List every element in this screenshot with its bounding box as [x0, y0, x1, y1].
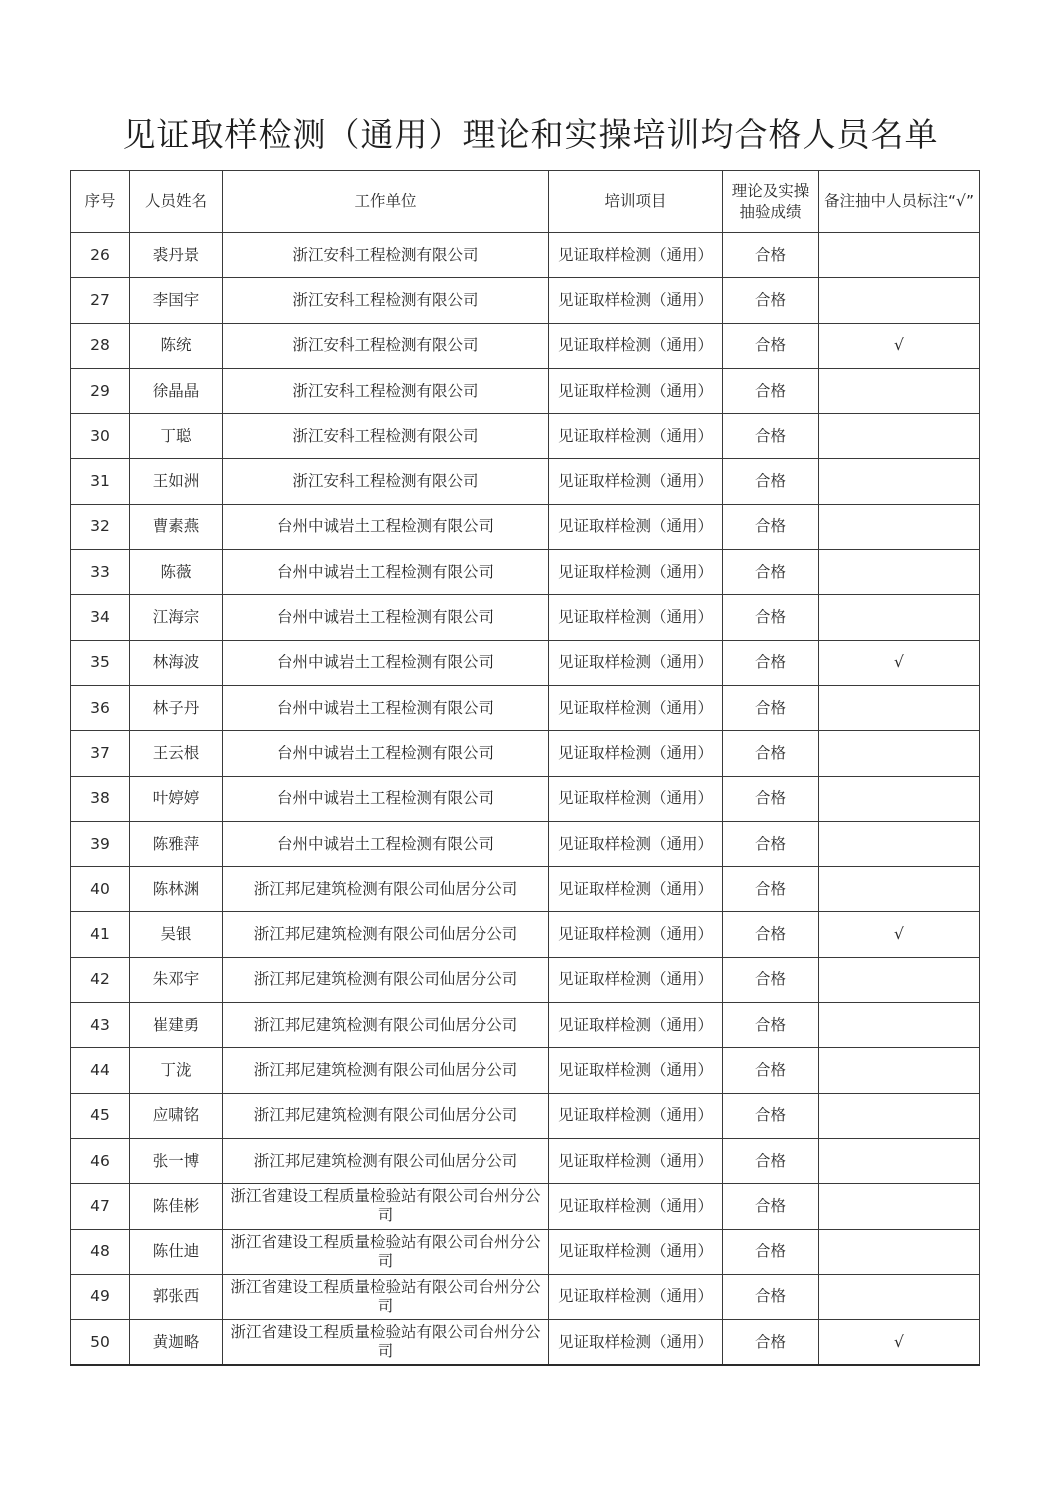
cell-name: 王如洲	[130, 459, 223, 504]
cell-remark-check	[819, 1138, 980, 1183]
cell-unit: 浙江邦尼建筑检测有限公司仙居分公司	[223, 1138, 549, 1183]
cell-remark-check	[819, 459, 980, 504]
cell-seq: 44	[71, 1048, 130, 1093]
cell-score: 合格	[723, 821, 819, 866]
cell-seq: 39	[71, 821, 130, 866]
cell-score: 合格	[723, 595, 819, 640]
cell-unit: 浙江邦尼建筑检测有限公司仙居分公司	[223, 1003, 549, 1048]
table-row	[71, 1048, 980, 1093]
cell-name: 应啸铭	[130, 1093, 223, 1138]
cell-project: 见证取样检测（通用）	[549, 1229, 723, 1274]
cell-unit: 台州中诚岩土工程检测有限公司	[223, 731, 549, 776]
cell-name: 陈林渊	[130, 867, 223, 912]
cell-remark-check	[819, 685, 980, 730]
table-row	[71, 504, 980, 549]
table-header-row	[71, 171, 980, 233]
cell-score: 合格	[723, 867, 819, 912]
cell-seq: 47	[71, 1184, 130, 1229]
cell-name: 陈佳彬	[130, 1184, 223, 1229]
cell-name: 徐晶晶	[130, 368, 223, 413]
table-row	[71, 821, 980, 866]
cell-unit: 台州中诚岩土工程检测有限公司	[223, 595, 549, 640]
table-row	[71, 550, 980, 595]
cell-score: 合格	[723, 1003, 819, 1048]
cell-unit: 浙江省建设工程质量检验站有限公司台州分公司	[223, 1274, 549, 1319]
cell-remark-check	[819, 731, 980, 776]
cell-seq: 35	[71, 640, 130, 685]
page-title: 见证取样检测（通用）理论和实操培训均合格人员名单	[122, 115, 939, 154]
cell-project: 见证取样检测（通用）	[549, 821, 723, 866]
header-unit: 工作单位	[223, 171, 549, 233]
cell-seq: 45	[71, 1093, 130, 1138]
cell-score: 合格	[723, 323, 819, 368]
cell-unit: 浙江邦尼建筑检测有限公司仙居分公司	[223, 957, 549, 1002]
cell-unit: 浙江邦尼建筑检测有限公司仙居分公司	[223, 1048, 549, 1093]
cell-seq: 30	[71, 414, 130, 459]
cell-unit: 浙江安科工程检测有限公司	[223, 323, 549, 368]
cell-seq: 31	[71, 459, 130, 504]
table-row	[71, 731, 980, 776]
cell-project: 见证取样检测（通用）	[549, 595, 723, 640]
table-row	[71, 1229, 980, 1274]
cell-name: 朱邓宇	[130, 957, 223, 1002]
cell-unit: 浙江省建设工程质量检验站有限公司台州分公司	[223, 1320, 549, 1365]
cell-name: 林海波	[130, 640, 223, 685]
header-project: 培训项目	[549, 171, 723, 233]
cell-seq: 34	[71, 595, 130, 640]
cell-score: 合格	[723, 1320, 819, 1365]
cell-seq: 49	[71, 1274, 130, 1319]
cell-score: 合格	[723, 640, 819, 685]
header-seq: 序号	[71, 171, 130, 233]
table-row	[71, 867, 980, 912]
cell-unit: 台州中诚岩土工程检测有限公司	[223, 776, 549, 821]
cell-project: 见证取样检测（通用）	[549, 504, 723, 549]
cell-remark-check	[819, 1184, 980, 1229]
cell-score: 合格	[723, 1093, 819, 1138]
table-row	[71, 323, 980, 368]
cell-seq: 36	[71, 685, 130, 730]
cell-remark-check	[819, 957, 980, 1002]
cell-project: 见证取样检测（通用）	[549, 776, 723, 821]
cell-name: 王云根	[130, 731, 223, 776]
cell-score: 合格	[723, 504, 819, 549]
cell-remark-check	[819, 867, 980, 912]
cell-name: 曹素燕	[130, 504, 223, 549]
cell-score: 合格	[723, 1274, 819, 1319]
cell-project: 见证取样检测（通用）	[549, 1184, 723, 1229]
cell-remark-check	[819, 595, 980, 640]
cell-unit: 浙江邦尼建筑检测有限公司仙居分公司	[223, 912, 549, 957]
header-remark: 备注抽中人员标注“√”	[819, 171, 980, 233]
table-row	[71, 368, 980, 413]
cell-name: 丁泷	[130, 1048, 223, 1093]
cell-name: 吴银	[130, 912, 223, 957]
cell-project: 见证取样检测（通用）	[549, 368, 723, 413]
cell-unit: 浙江省建设工程质量检验站有限公司台州分公司	[223, 1229, 549, 1274]
cell-unit: 台州中诚岩土工程检测有限公司	[223, 640, 549, 685]
table-row	[71, 595, 980, 640]
cell-score: 合格	[723, 1138, 819, 1183]
header-score: 理论及实操抽验成绩	[723, 171, 819, 233]
cell-project: 见证取样检测（通用）	[549, 1093, 723, 1138]
cell-unit: 浙江邦尼建筑检测有限公司仙居分公司	[223, 867, 549, 912]
cell-unit: 浙江省建设工程质量检验站有限公司台州分公司	[223, 1184, 549, 1229]
cell-score: 合格	[723, 368, 819, 413]
table-row	[71, 685, 980, 730]
cell-project: 见证取样检测（通用）	[549, 867, 723, 912]
table-row	[71, 1138, 980, 1183]
table-row	[71, 1093, 980, 1138]
cell-project: 见证取样检测（通用）	[549, 278, 723, 323]
cell-score: 合格	[723, 233, 819, 278]
cell-project: 见证取样检测（通用）	[549, 731, 723, 776]
cell-remark-check	[819, 504, 980, 549]
cell-remark-check	[819, 776, 980, 821]
cell-seq: 26	[71, 233, 130, 278]
cell-name: 陈雅萍	[130, 821, 223, 866]
cell-score: 合格	[723, 685, 819, 730]
header-name: 人员姓名	[130, 171, 223, 233]
cell-score: 合格	[723, 776, 819, 821]
cell-unit: 浙江安科工程检测有限公司	[223, 233, 549, 278]
table-row	[71, 459, 980, 504]
cell-seq: 37	[71, 731, 130, 776]
cell-name: 林子丹	[130, 685, 223, 730]
cell-name: 黄迦略	[130, 1320, 223, 1365]
cell-project: 见证取样检测（通用）	[549, 1274, 723, 1319]
cell-remark-check	[819, 1048, 980, 1093]
cell-score: 合格	[723, 414, 819, 459]
cell-remark-check: √	[819, 1320, 980, 1365]
cell-seq: 40	[71, 867, 130, 912]
cell-name: 陈统	[130, 323, 223, 368]
cell-score: 合格	[723, 1184, 819, 1229]
cell-remark-check	[819, 821, 980, 866]
table-row	[71, 233, 980, 278]
cell-seq: 42	[71, 957, 130, 1002]
table-row	[71, 1274, 980, 1319]
qualified-personnel-table	[70, 170, 980, 1366]
cell-unit: 浙江安科工程检测有限公司	[223, 459, 549, 504]
cell-score: 合格	[723, 912, 819, 957]
table-row	[71, 640, 980, 685]
cell-project: 见证取样检测（通用）	[549, 1048, 723, 1093]
cell-remark-check: √	[819, 323, 980, 368]
cell-unit: 浙江安科工程检测有限公司	[223, 414, 549, 459]
cell-project: 见证取样检测（通用）	[549, 323, 723, 368]
table-row	[71, 1184, 980, 1229]
cell-name: 郭张西	[130, 1274, 223, 1319]
cell-score: 合格	[723, 957, 819, 1002]
table-row	[71, 912, 980, 957]
cell-unit: 台州中诚岩土工程检测有限公司	[223, 550, 549, 595]
cell-project: 见证取样检测（通用）	[549, 550, 723, 595]
cell-remark-check	[819, 414, 980, 459]
table-row	[71, 414, 980, 459]
cell-seq: 43	[71, 1003, 130, 1048]
cell-remark-check	[819, 278, 980, 323]
cell-seq: 38	[71, 776, 130, 821]
cell-project: 见证取样检测（通用）	[549, 233, 723, 278]
cell-score: 合格	[723, 459, 819, 504]
cell-score: 合格	[723, 731, 819, 776]
cell-project: 见证取样检测（通用）	[549, 459, 723, 504]
cell-score: 合格	[723, 278, 819, 323]
table-row	[71, 776, 980, 821]
table-body	[71, 233, 980, 1365]
cell-project: 见证取样检测（通用）	[549, 912, 723, 957]
cell-project: 见证取样检测（通用）	[549, 1003, 723, 1048]
cell-seq: 29	[71, 368, 130, 413]
cell-name: 陈薇	[130, 550, 223, 595]
cell-name: 裘丹景	[130, 233, 223, 278]
cell-seq: 28	[71, 323, 130, 368]
cell-unit: 台州中诚岩土工程检测有限公司	[223, 504, 549, 549]
cell-remark-check: √	[819, 640, 980, 685]
cell-score: 合格	[723, 1229, 819, 1274]
cell-project: 见证取样检测（通用）	[549, 1138, 723, 1183]
cell-seq: 27	[71, 278, 130, 323]
cell-remark-check: √	[819, 912, 980, 957]
table-row	[71, 278, 980, 323]
cell-name: 陈仕迪	[130, 1229, 223, 1274]
cell-name: 李国宇	[130, 278, 223, 323]
cell-remark-check	[819, 233, 980, 278]
cell-remark-check	[819, 1003, 980, 1048]
cell-seq: 32	[71, 504, 130, 549]
cell-project: 见证取样检测（通用）	[549, 1320, 723, 1365]
cell-remark-check	[819, 1229, 980, 1274]
cell-unit: 台州中诚岩土工程检测有限公司	[223, 685, 549, 730]
cell-name: 丁聪	[130, 414, 223, 459]
cell-project: 见证取样检测（通用）	[549, 414, 723, 459]
cell-remark-check	[819, 550, 980, 595]
cell-unit: 台州中诚岩土工程检测有限公司	[223, 821, 549, 866]
cell-project: 见证取样检测（通用）	[549, 640, 723, 685]
table-row	[71, 957, 980, 1002]
table-row	[71, 1320, 980, 1365]
cell-name: 张一博	[130, 1138, 223, 1183]
cell-unit: 浙江安科工程检测有限公司	[223, 368, 549, 413]
cell-seq: 48	[71, 1229, 130, 1274]
cell-score: 合格	[723, 550, 819, 595]
cell-score: 合格	[723, 1048, 819, 1093]
table-row	[71, 1003, 980, 1048]
cell-remark-check	[819, 1093, 980, 1138]
cell-seq: 41	[71, 912, 130, 957]
cell-unit: 浙江邦尼建筑检测有限公司仙居分公司	[223, 1093, 549, 1138]
cell-project: 见证取样检测（通用）	[549, 685, 723, 730]
cell-remark-check	[819, 1274, 980, 1319]
cell-project: 见证取样检测（通用）	[549, 957, 723, 1002]
cell-name: 叶婷婷	[130, 776, 223, 821]
cell-seq: 50	[71, 1320, 130, 1365]
cell-name: 崔建勇	[130, 1003, 223, 1048]
cell-seq: 33	[71, 550, 130, 595]
cell-seq: 46	[71, 1138, 130, 1183]
cell-unit: 浙江安科工程检测有限公司	[223, 278, 549, 323]
cell-name: 江海宗	[130, 595, 223, 640]
cell-remark-check	[819, 368, 980, 413]
